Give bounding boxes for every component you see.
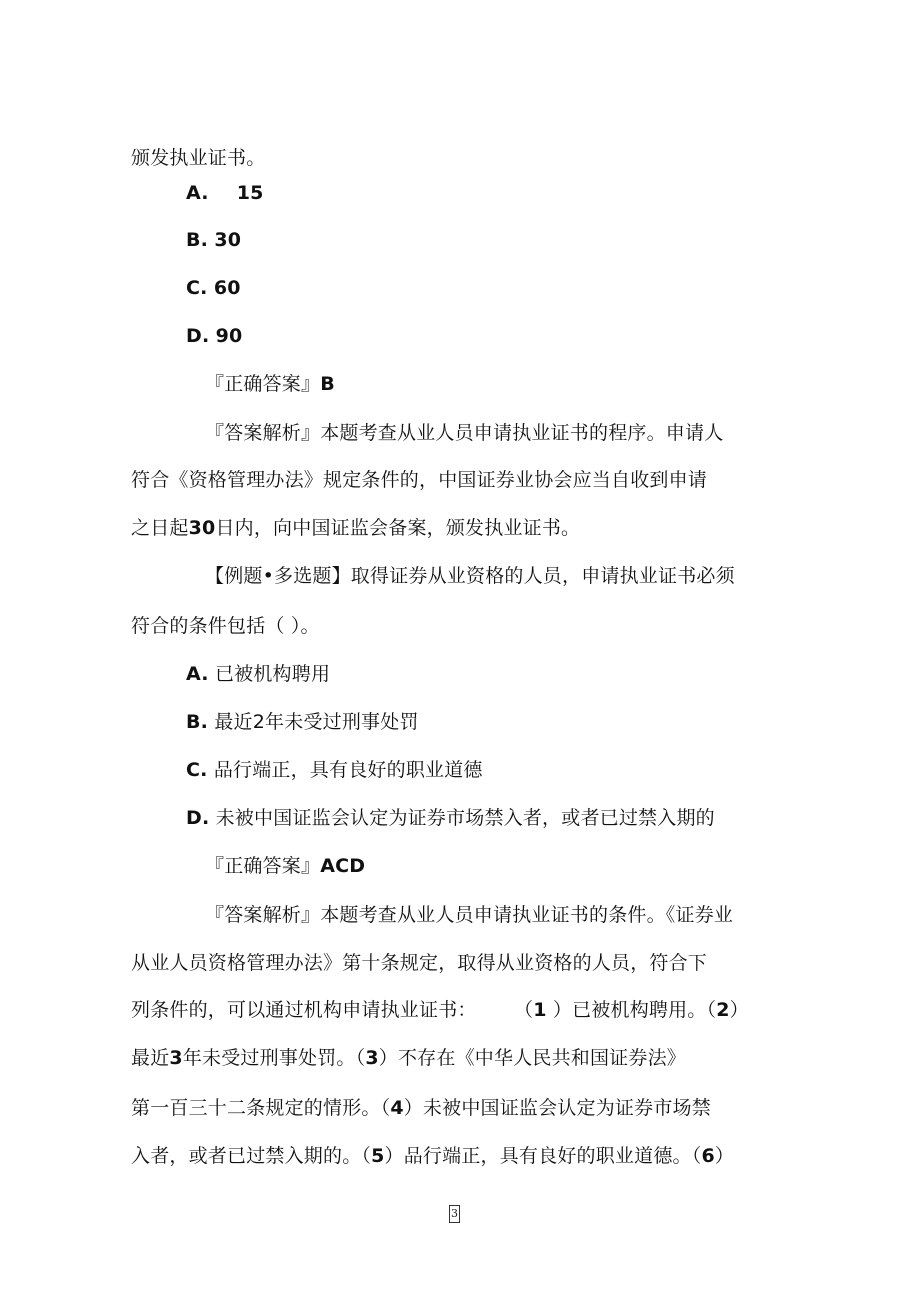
q1-stem-continuation: 颁发执业证书。 bbox=[131, 147, 266, 169]
q2-stem-line-2: 符合的条件包括（ ）。 bbox=[131, 615, 320, 637]
option-key: D. bbox=[186, 325, 210, 347]
answer-label: 『正确答案』 bbox=[205, 855, 321, 877]
q1-option-d bbox=[186, 324, 242, 348]
option-key: C. bbox=[186, 759, 208, 781]
q2-analysis-line-6: 入者，或者已过禁入期的。（5）品行端正，具有良好的职业道德。（6） bbox=[131, 1145, 735, 1167]
q1-option-b bbox=[186, 228, 241, 252]
q2-analysis-line-3: 列条件的，可以通过机构申请执业证书： （1 ）已被机构聘用。（2） bbox=[131, 999, 749, 1021]
option-text: 品行端正，具有良好的职业道德 bbox=[213, 759, 483, 781]
q1-option-a bbox=[186, 181, 264, 205]
option-text: 15 bbox=[236, 182, 264, 204]
q2-option-b bbox=[186, 710, 419, 734]
q2-analysis-line-5: 第一百三十二条规定的情形。（4）未被中国证监会认定为证券市场禁 bbox=[131, 1097, 711, 1119]
q2-analysis-line-4: 最近3年未受过刑事处罚。（3）不存在《中华人民共和国证券法》 bbox=[131, 1047, 686, 1069]
page-number: 3 bbox=[449, 1205, 460, 1223]
q2-analysis-line-2: 从业人员资格管理办法》第十条规定，取得从业资格的人员，符合下 bbox=[131, 952, 708, 974]
option-text: 未被中国证监会认定为证券市场禁入者，或者已过禁入期的 bbox=[215, 807, 715, 829]
q2-option-a bbox=[186, 662, 330, 686]
answer-value: ACD bbox=[320, 855, 366, 877]
option-key: B. bbox=[186, 711, 209, 733]
option-key: B. bbox=[186, 229, 209, 251]
q1-analysis-line-2: 符合《资格管理办法》规定条件的，中国证券业协会应当自收到申请 bbox=[131, 469, 708, 491]
option-text: 最近2年未受过刑事处罚 bbox=[214, 711, 419, 733]
q2-option-d bbox=[186, 806, 715, 830]
q1-analysis-line-3: 之日起30日内，向中国证监会备案，颁发执业证书。 bbox=[131, 517, 581, 539]
option-key: D. bbox=[186, 807, 210, 829]
option-text: 60 bbox=[213, 277, 241, 299]
q2-analysis-line-1: 『答案解析』本题考查从业人员申请执业证书的条件。《证券业 bbox=[205, 904, 734, 926]
q1-option-c bbox=[186, 276, 241, 300]
option-text: 30 bbox=[214, 229, 242, 251]
option-key: A. bbox=[186, 663, 209, 685]
option-text: 90 bbox=[215, 325, 243, 347]
q2-correct-answer bbox=[205, 854, 365, 878]
option-key: A. bbox=[186, 182, 209, 204]
q2-option-c bbox=[186, 758, 483, 782]
q2-stem-line-1: 【例题•多选题】取得证券从业资格的人员，申请执业证书必须 bbox=[205, 565, 735, 587]
q1-analysis-line-1: 『答案解析』本题考查从业人员申请执业证书的程序。申请人 bbox=[205, 422, 724, 444]
option-text: 已被机构聘用 bbox=[214, 663, 331, 685]
q1-correct-answer bbox=[205, 372, 335, 396]
answer-label: 『正确答案』 bbox=[205, 373, 321, 395]
option-key: C. bbox=[186, 277, 208, 299]
answer-value: B bbox=[320, 373, 335, 395]
